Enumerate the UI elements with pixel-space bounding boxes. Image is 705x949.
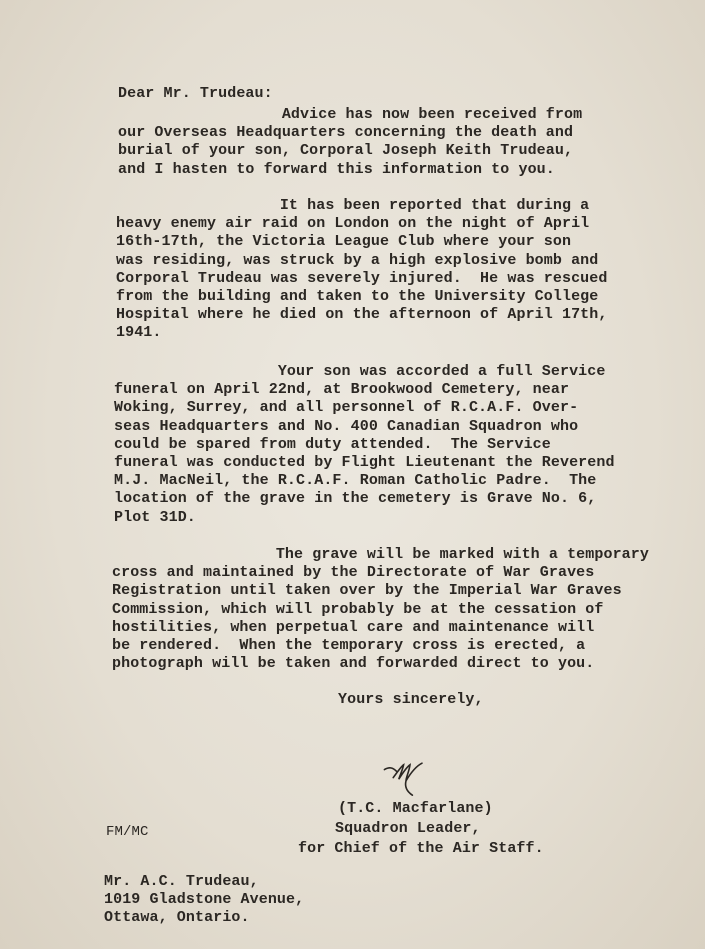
signer-name: (T.C. Macfarlane)	[338, 800, 493, 817]
text-line: was residing, was struck by a high explosive bomb and	[116, 251, 599, 269]
address-line: Ottawa, Ontario.	[104, 909, 250, 927]
paragraph-funeral	[114, 363, 615, 527]
closing: Yours sincerely,	[338, 691, 484, 708]
text-line: photograph will be taken and forwarded direct to you.	[112, 655, 595, 673]
text-line: Commission, which will probably be at the cessation of	[112, 600, 604, 618]
text-line: be rendered. When the temporary cross is erected, a	[112, 636, 586, 654]
text-line: funeral on April 22nd, at Brookwood Cemetery, near	[114, 381, 570, 399]
text-line: M.J. MacNeil, the R.C.A.F. Roman Catholic Padre. The	[114, 472, 597, 490]
text-line: location of the grave in the cemetery is Grave No. 6,	[114, 490, 597, 508]
text-line: Your son was accorded a full Service	[114, 363, 606, 380]
text-line: funeral was conducted by Flight Lieutenant the Reverend	[114, 453, 615, 471]
text-line: hostilities, when perpetual care and maintenance will	[112, 618, 595, 636]
text-line: cross and maintained by the Directorate of War Graves	[112, 564, 595, 582]
text-line: heavy enemy air raid on London on the night of April	[116, 215, 590, 233]
text-line: 16th-17th, the Victoria League Club where your son	[116, 233, 572, 251]
text-line: our Overseas Headquarters concerning the death and	[118, 124, 574, 142]
paragraph-grave	[112, 546, 649, 673]
text-line: Woking, Surrey, and all personnel of R.C.A.F. Over-	[114, 399, 579, 417]
address-line: 1019 Gladstone Avenue,	[104, 891, 305, 909]
recipient-address	[104, 873, 304, 928]
salutation: Dear Mr. Trudeau:	[118, 85, 273, 102]
paragraph-advice	[118, 106, 582, 179]
text-line: It has been reported that during a	[116, 197, 590, 214]
text-line: Corporal Trudeau was severely injured. He was rescued	[116, 269, 608, 287]
text-line: Registration until taken over by the Imperial War Graves	[112, 582, 622, 600]
handwritten-signature	[375, 760, 445, 800]
text-line: from the building and taken to the University College	[116, 287, 599, 305]
text-line: 1941.	[116, 324, 162, 342]
text-line: seas Headquarters and No. 400 Canadian Squadron who	[114, 417, 579, 435]
text-line: The grave will be marked with a temporary	[112, 546, 649, 563]
text-line: Advice has now been received from	[118, 106, 583, 123]
address-line: Mr. A.C. Trudeau,	[104, 873, 259, 890]
paragraph-air-raid	[116, 197, 607, 343]
text-line: could be spared from duty attended. The Service	[114, 435, 551, 453]
text-line: Hospital where he died on the afternoon of April 17th,	[116, 306, 608, 324]
signer-on-behalf: for Chief of the Air Staff.	[298, 840, 544, 857]
text-line: Plot 31D.	[114, 508, 196, 526]
text-line: and I hasten to forward this information to you.	[118, 160, 555, 178]
text-line: burial of your son, Corporal Joseph Keith Trudeau,	[118, 142, 574, 160]
signer-title: Squadron Leader,	[335, 820, 481, 837]
reference-initials: FM/MC	[106, 824, 149, 840]
